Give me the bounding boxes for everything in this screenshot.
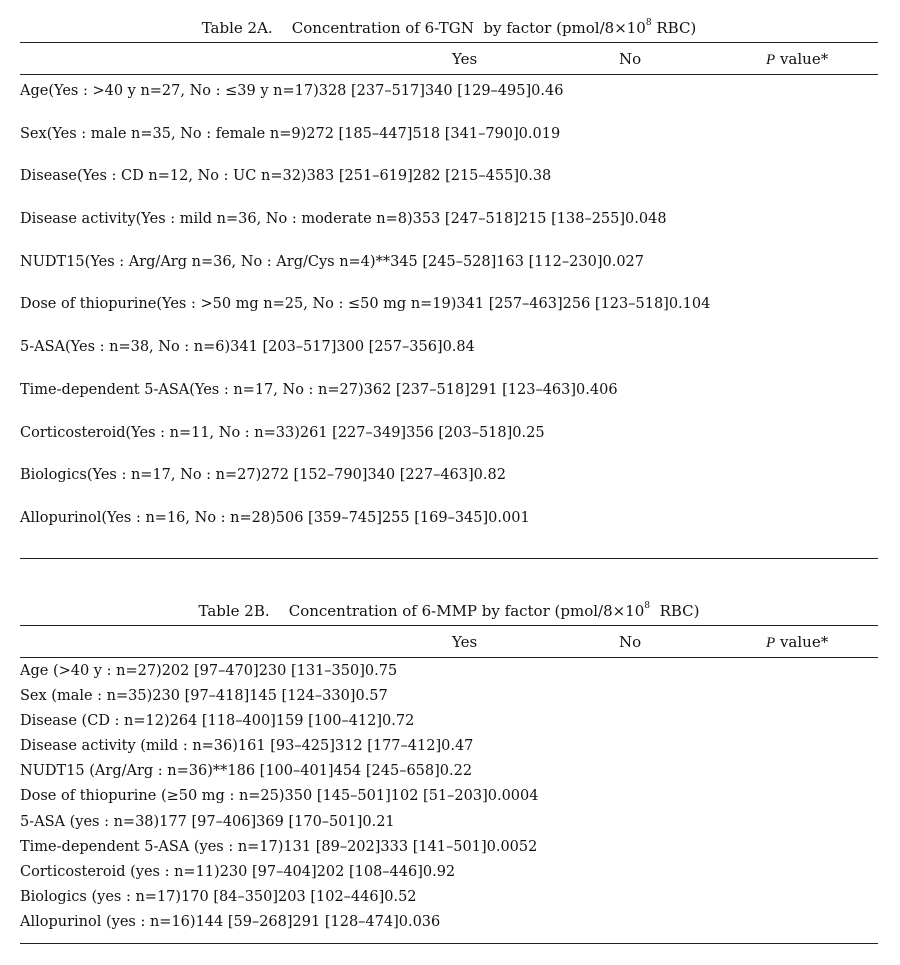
factor-label: Disease (CD : n=12) — [20, 713, 170, 730]
bottom-rule — [20, 943, 878, 944]
yes-value: 186 [100–401] — [227, 763, 334, 780]
no-value: 102 [51–203] — [390, 788, 488, 805]
p-value: 0.75 — [364, 663, 398, 679]
no-value: 333 [141–501] — [380, 838, 487, 855]
p-value: 0.52 — [384, 888, 417, 905]
table-row — [20, 168, 878, 211]
p-value: 0.0052 — [486, 838, 538, 855]
p-value: 0.0004 — [487, 788, 539, 805]
yes-value: 328 [237–517] — [318, 83, 425, 99]
no-value: 518 [341–790] — [412, 125, 519, 142]
table-row — [20, 467, 878, 510]
table-row — [20, 254, 878, 297]
no-value: 340 [129–495] — [424, 83, 532, 99]
table-row — [20, 914, 878, 939]
header-yes: Yes — [452, 50, 478, 68]
factor-groups: (Yes : n=17, No : n=27) — [86, 467, 262, 484]
p-value: 0.036 — [398, 913, 441, 930]
yes-value: 230 [97–404] — [219, 863, 317, 880]
table-2a-header — [20, 43, 878, 74]
table-2b-header — [20, 626, 878, 657]
no-value: 356 [203–518] — [406, 424, 513, 441]
yes-value: 341 [257–463] — [456, 296, 563, 313]
factor-groups: (Yes : n=16, No : n=28) — [101, 509, 276, 526]
table-row — [20, 788, 878, 813]
table-row — [20, 510, 878, 553]
factor-label: Allopurinol (yes : n=16) — [20, 913, 196, 930]
p-value: 0.84 — [442, 339, 475, 356]
factor-label: Disease activity (mild : n=36) — [20, 738, 238, 755]
no-value: 202 [108–446] — [316, 863, 423, 880]
header-p-rest: value* — [775, 50, 829, 68]
factor-groups: (Yes : mild n=36, No : moderate n=8) — [135, 211, 413, 228]
no-value: 215 [138–255] — [518, 211, 626, 228]
p-value: 0.048 — [625, 211, 667, 228]
factor-groups: (Yes : n=17, No : n=27) — [189, 381, 364, 398]
table-2b — [20, 597, 878, 944]
table-2a-caption-end: RBC) — [651, 19, 697, 37]
no-value: 203 [102–446] — [278, 888, 385, 905]
p-value: 0.47 — [441, 738, 474, 755]
yes-value: 264 [118–400] — [169, 713, 276, 730]
table-2a-caption-text: Table 2A. Concentration of 6-TGN by factor (pmol/8×10 — [201, 19, 646, 37]
header-p-rest: value* — [775, 633, 829, 651]
yes-value: 170 [84–350] — [181, 888, 279, 905]
yes-value: 506 [359–745] — [275, 509, 382, 526]
yes-value: 261 [227–349] — [299, 424, 407, 441]
table-2a-caption — [20, 14, 878, 42]
p-value: 0.57 — [355, 688, 388, 705]
p-value: 0.46 — [531, 83, 564, 99]
factor-label: Dose of thiopurine — [20, 296, 157, 313]
table-row — [20, 889, 878, 914]
table-row — [20, 738, 878, 763]
no-value: 145 [124–330] — [249, 688, 356, 705]
p-value: 0.21 — [362, 813, 395, 830]
factor-label: Age (>40 y : n=27) — [20, 663, 162, 679]
factor-label: Age — [20, 83, 49, 99]
no-value: 369 [170–501] — [256, 813, 363, 830]
header-yes: Yes — [452, 633, 478, 651]
table-row — [20, 126, 878, 169]
yes-value: 177 [97–406] — [159, 813, 257, 830]
p-value: 0.38 — [518, 168, 552, 185]
header-p-value — [766, 633, 828, 652]
table-row — [20, 211, 878, 254]
no-value: 291 [128–474] — [292, 913, 399, 930]
factor-label: Biologics (yes : n=17) — [20, 888, 182, 905]
factor-groups: (Yes : >40 y n=27, No : ≤39 y n=17) — [48, 83, 319, 99]
factor-groups: (Yes : n=11, No : n=33) — [125, 424, 300, 441]
header-p-letter: P — [766, 635, 776, 651]
yes-value: 202 [97–470] — [161, 663, 259, 679]
factor-label: Sex (male : n=35) — [20, 688, 153, 705]
yes-value: 131 [89–202] — [283, 838, 381, 855]
table-2b-body — [20, 658, 878, 943]
table-row — [20, 382, 878, 425]
table-row — [20, 688, 878, 713]
no-value: 282 [215–455] — [412, 168, 519, 185]
factor-groups: (Yes : >50 mg n=25, No : ≤50 mg n=19) — [156, 296, 457, 313]
table-2b-caption-text: Table 2B. Concentration of 6-MMP by factor (pmol/8×10 — [198, 602, 645, 620]
factor-groups: (Yes : n=38, No : n=6) — [65, 339, 231, 356]
p-value: 0.22 — [439, 763, 473, 780]
header-p-value — [766, 50, 828, 69]
yes-value: 362 [237–518] — [363, 381, 470, 398]
factor-label: 5-ASA (yes : n=38) — [20, 813, 160, 830]
table-2b-caption-end: RBC) — [650, 602, 700, 620]
table-row — [20, 339, 878, 382]
p-value: 0.82 — [473, 467, 506, 484]
yes-value: 383 [251–619] — [306, 168, 413, 185]
yes-value: 272 [185–447] — [306, 125, 413, 142]
table-row — [20, 663, 878, 688]
p-value: 0.406 — [576, 381, 618, 398]
factor-groups: (Yes : Arg/Arg n=36, No : Arg/Cys n=4)** — [84, 253, 391, 270]
no-value: 312 [177–412] — [334, 738, 442, 755]
factor-label: NUDT15 (Arg/Arg : n=36)** — [20, 763, 228, 780]
factor-label: Biologics — [20, 467, 87, 484]
no-value: 256 [123–518] — [562, 296, 669, 313]
no-value: 340 [227–463] — [367, 467, 474, 484]
factor-label: Disease activity — [20, 211, 136, 228]
table-row — [20, 713, 878, 738]
yes-value: 144 [59–268] — [195, 913, 293, 930]
table-row — [20, 864, 878, 889]
factor-label: NUDT15 — [20, 253, 85, 270]
yes-value: 345 [245–528] — [390, 253, 497, 270]
table-2b-caption-exponent: 8 — [644, 601, 651, 611]
yes-value: 350 [145–501] — [284, 788, 391, 805]
table-2a-caption-exponent: 8 — [645, 18, 652, 28]
table-2a-body — [20, 75, 878, 558]
table-row — [20, 763, 878, 788]
factor-groups: (Yes : CD n=12, No : UC n=32) — [76, 168, 307, 185]
p-value: 0.104 — [668, 296, 711, 313]
no-value: 291 [123–463] — [469, 381, 577, 398]
yes-value: 161 [93–425] — [237, 738, 335, 755]
no-value: 230 [131–350] — [258, 663, 365, 679]
table-2b-caption — [20, 597, 878, 625]
factor-label: Corticosteroid — [20, 424, 126, 441]
p-value: 0.001 — [488, 509, 530, 526]
yes-value: 341 [203–517] — [230, 339, 337, 356]
factor-label: Dose of thiopurine (≥50 mg : n=25) — [20, 788, 285, 805]
factor-label: Sex — [20, 125, 47, 142]
factor-label: 5-ASA — [20, 339, 66, 356]
no-value: 454 [245–658] — [333, 763, 440, 780]
factor-label: Disease — [20, 168, 77, 185]
header-no: No — [619, 633, 642, 651]
factor-label: Time-dependent 5-ASA (yes : n=17) — [20, 838, 284, 855]
yes-value: 230 [97–418] — [152, 688, 250, 705]
factor-label: Allopurinol — [20, 509, 102, 526]
p-value: 0.72 — [382, 713, 415, 730]
factor-label: Corticosteroid (yes : n=11) — [20, 863, 220, 880]
no-value: 159 [100–412] — [275, 713, 383, 730]
table-row — [20, 839, 878, 864]
p-value: 0.019 — [518, 125, 561, 142]
table-row — [20, 296, 878, 339]
table-row — [20, 425, 878, 468]
table-row — [20, 814, 878, 839]
yes-value: 272 [152–790] — [261, 467, 368, 484]
p-value: 0.027 — [602, 253, 644, 270]
p-value: 0.92 — [422, 863, 456, 880]
yes-value: 353 [247–518] — [412, 211, 519, 228]
factor-label: Time-dependent 5-ASA — [20, 381, 190, 398]
header-no: No — [619, 50, 642, 68]
factor-groups: (Yes : male n=35, No : female n=9) — [46, 125, 307, 142]
no-value: 163 [112–230] — [496, 253, 603, 270]
header-p-letter: P — [766, 52, 776, 68]
no-value: 255 [169–345] — [381, 509, 489, 526]
p-value: 0.25 — [512, 424, 545, 441]
no-value: 300 [257–356] — [336, 339, 443, 356]
table-row — [20, 83, 878, 126]
table-2a — [20, 14, 878, 559]
bottom-rule — [20, 558, 878, 559]
